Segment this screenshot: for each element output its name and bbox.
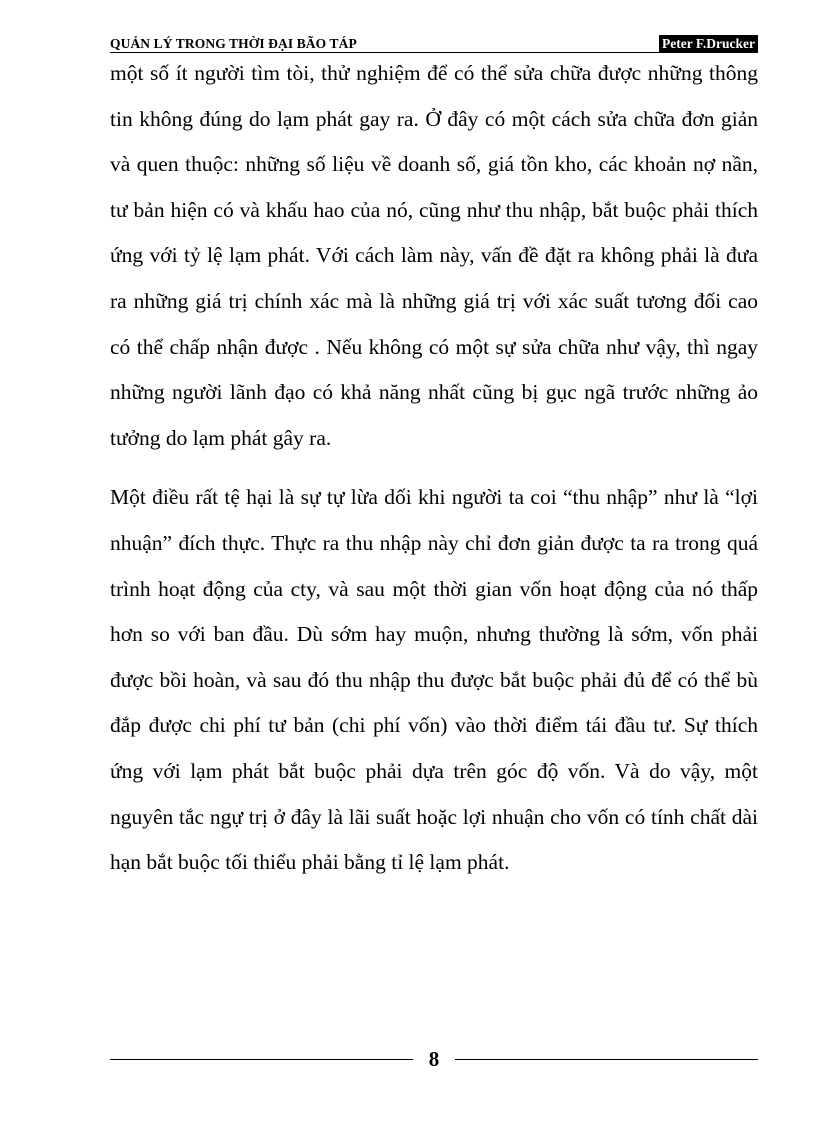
book-title: QUẢN LÝ TRONG THỜI ĐẠI BÃO TÁP (110, 36, 357, 51)
paragraph-spacer (110, 461, 758, 475)
page-footer (110, 1044, 758, 1074)
paragraph-1: một số ít người tìm tòi, thử nghiệm để có thể sửa chữa được những thông tin không đúng do lạm phát gay ra. Ở đây có một cách sửa chữa đơn giản và quen thuộc: những số liệu về doanh số, giá tồn kho, các khoản nợ nần, tư bản hiện có và khấu hao của nó, cũng như thu nhập, bắt buộc phải thích ứng với tỷ lệ lạm phát. Với cách làm này, vấn đề đặt ra không phải là đưa ra những giá trị chính xác mà là những giá trị với xác suất tương đối cao có thể chấp nhận được . Nếu không có một sự sửa chữa như vậy, thì ngay những người lãnh đạo có khả năng nhất cũng bị gục ngã trước những ảo tưởng do lạm phát gây ra. (110, 61, 758, 450)
footer-rule-right (455, 1059, 758, 1060)
paragraph-2: Một điều rất tệ hại là sự tự lừa dối khi người ta coi “thu nhập” như là “lợi nhuận” đích thực. Thực ra thu nhập này chỉ đơn giản được ta ra trong quá trình hoạt động của cty, và sau một thời gian vốn hoạt động của nó thấp hơn so với ban đầu. Dù sớm hay muộn, nhưng thường là sớm, vốn phải được bồi hoàn, và sau đó thu nhập thu được bắt buộc phải đủ để có thể bù đắp được chi phí tư bản (chi phí vốn) vào thời điểm tái đầu tư. Sự thích ứng với lạm phát bắt buộc phải dựa trên góc độ vốn. Và do vậy, một nguyên tắc ngự trị ở đây là lãi suất hoặc lợi nhuận cho vốn có tính chất dài hạn bắt buộc tối thiểu phải bằng tỉ lệ lạm phát. (110, 485, 758, 875)
body-text (110, 51, 758, 886)
page-number: 8 (428, 1047, 440, 1071)
author-name: Peter F.Drucker (659, 35, 758, 52)
